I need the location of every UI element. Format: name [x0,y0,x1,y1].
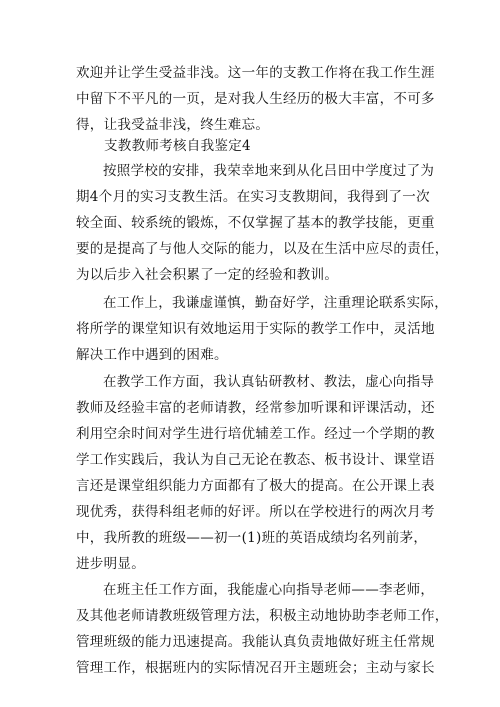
paragraph-1 [76,162,449,284]
text-line: 为以后步入社会积累了一定的经验和教训。 [76,267,339,283]
text-line: 管理班级的能力迅速提高。我能认真负责地做好班主任常规 [76,634,435,650]
text-line: 中留下不平凡的一页，是对我人生经历的极大丰富，不可多 [76,91,435,107]
heading-text: 支教教师考核自我鉴定4 [104,138,251,154]
paragraph-4 [76,581,449,677]
text-line: 教师及经验丰富的老师请教，经常参加听课和评课活动，还 [76,400,435,416]
text-line: 在工作上，我谦虚谨慎，勤奋好学，注重理论联系实际， [103,295,448,311]
paragraph-intro-tail [76,64,436,134]
text-line: 言还是课堂组织能力方面都有了极大的提高。在公开课上表 [76,478,435,494]
text-line: 在班主任工作方面，我能虚心向指导老师——李老师， [103,582,435,598]
paragraph-2 [76,294,448,364]
text-line: 管理工作，根据班内的实际情况召开主题班会；主动与家长 [76,660,435,676]
text-line: 现优秀，获得科组老师的好评。所以在学校进行的两次月考 [76,504,435,520]
section-heading [104,137,464,155]
text-line: 将所学的课堂知识有效地运用于实际的教学工作中，灵活地 [76,321,435,337]
text-line: 在教学工作方面，我认真钻研教材、教法，虚心向指导 [103,374,435,390]
text-line: 进步明显。 [76,556,145,572]
text-line: 学工作实践后，我认为自己无论在教态、板书设计、课堂语 [76,452,435,468]
text-line: 期4个月的实习支教生活。在实习支教期间，我得到了一次 [76,189,430,205]
text-line: 利用空余时间对学生进行培优辅差工作。经过一个学期的教 [76,426,435,442]
text-line: 得，让我受益非浅，终生难忘。 [76,117,270,133]
text-line: 欢迎并让学生受益非浅。这一年的支教工作将在我工作生涯 [76,65,435,81]
paragraph-3 [76,373,436,573]
text-line: 较全面、较系统的锻炼，不仅掌握了基本的教学技能，更重 [76,215,435,231]
text-line: 及其他老师请教班级管理方法，积极主动地协助李老师工作， [76,608,449,624]
text-line: 解决工作中遇到的困难。 [76,347,228,363]
text-line: 要的是提高了与他人交际的能力，以及在生活中应尽的责任， [76,241,449,257]
text-line: 按照学校的安排，我荣幸地来到从化吕田中学度过了为 [103,163,435,179]
text-line: 中，我所教的班级——初一(1)班的英语成绩均名列前茅， [76,530,428,546]
